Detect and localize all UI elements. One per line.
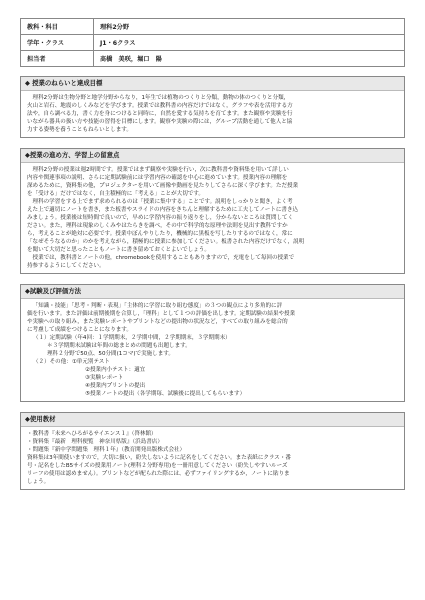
syllabus-page [20,18,405,490]
other-criteria-line: （２）その他：①単元別テスト [33,359,110,365]
method-section [20,148,405,274]
other-criteria-line: ⑤授業ノートの提出（各学期毎、試験後に提出してもらいます） [85,391,246,397]
method-line: みましょう。授業後は短時間で良いので，早めに学習内容の振り返りをし，分からないところは質問してく [27,215,294,221]
method-line: 深めるために，資料集の他，プロジェクターを用いて画像や動画を見たりしてさらに深く学びます。ただ授業 [27,183,299,189]
other-criteria-line: ④授業内プリントの提出 [85,383,146,389]
subject-value: 理科2分野 [94,19,405,35]
method-line: ださい。また，理科は現象のしくみやはたらきを調べ，その中で科学的な原理や法則を見出す教科ですか [27,223,288,229]
grade-row [21,35,405,51]
method-line: ら，考えることが絶対に必要です。授業中ぼんやりしたり，機械的に黒板を写したりするのではなく，常に [27,231,293,237]
method-line: 「なぜそうなるのか」のかを考えながら，積極的に授業に参加してください。板書された内容だけでなく，説明 [27,239,305,245]
goals-heading: ◆ 授業のねらいと達成目標 [21,77,404,91]
material-item: ・問題集『新中学問題集 理科１年』（教育開発出版株式会社） [27,447,186,453]
assessment-heading: ◆試験及び評価方法 [21,285,404,299]
material-item: ・教科書『未来へひろがるサイエンス１』（啓林館） [27,431,157,437]
method-heading: ◆授業の進め方、学習上の留意点 [21,149,404,163]
materials-note-line: 資料集は3年間使いますので，大切に扱い，紛失しないように記名をしてください。また表紙にクラス・番 [27,455,291,461]
goals-line: 法や，自ら調べる力，書く力を身につけると同時に，自然を愛する気持ちを育てます。また観察や実験を行 [27,111,293,117]
method-line: を聞いて大切だと思ったこともノートに書き留めておくとよいでしょう。 [27,247,210,253]
materials-note-line: 号・記名をしたB5サイズの授業用ノート(理科２分野専用)を一冊用意してください（紛失しやすいルーズ [27,463,288,469]
method-line: えた上で適切にノートを書き，また板書やスライドの内容をきちんと理解するために工夫してノートに書き込 [27,207,299,213]
assessment-line: 「知識・技能」「思考・判断・表現」「主体的に学習に取り組む態度」の３つの観点により多角的に評 [32,303,283,309]
materials-section [20,412,405,490]
method-line: 理科の学習をする上でまず求められるのは「授業に集中する」ことです。説明をしっかりと聞き，よく考 [32,199,293,205]
method-line: 内容や関連事項の説明、さらに定期試験前には学習内容の確認を中心に進めています。授業内容の理解を [27,175,288,181]
material-item: ・資料集『最新 理科便覧 神奈川県版』（浜島書店） [27,439,163,445]
materials-heading: ◆使用教材 [21,413,404,427]
goals-body [21,91,404,137]
teacher-label: 担当者 [21,51,94,67]
method-body [21,163,404,273]
goals-line: 理科2分野は生物分野と地学分野からなり，1年生では植物のつくりと分類，動物の体のつくりと分類， [32,95,290,101]
goals-section [20,76,405,138]
method-line: 持参するようにしてください。 [27,263,105,269]
goals-line: 火山と岩石、地震のしくみなどを学びます。授業では教科書の内容だけではなく，グラフや表を活用する方 [27,103,293,109]
goals-line: いながら器具の扱い方や技能の習得を目標にします。観察や実験の際には，グループ活動を通して他人と協 [27,119,293,125]
materials-note-line: リーフの使用は認めません）。プリントなどが配られた際には、必ずファイリングするか，ノートに貼りま [27,471,290,477]
method-line: 理科2分野の授業は週2時間です。授業ではまず観察や実験を行い，次に教科書や資料集を用いて詳しい [32,167,289,173]
subject-row [21,19,405,35]
teacher-row [21,51,405,67]
materials-note-line: しょう。 [27,479,50,485]
assessment-line: や実験への取り組み，また実験レポートやプリントなどの提出物の状況など，すべての取り組みを総合的 [27,319,288,325]
assessment-line: に考慮して成績をつけることになります。 [27,327,132,333]
other-criteria-line: ③実験レポート [85,375,124,381]
exam-note-line: ＊３学期期末試験は年間の総まとめの問題も出題します。 [47,343,191,349]
assessment-line: 価を行います。また評価は前期後期を合算し，「理科」として１つの評価を出します。定期試験の結果や授業 [27,311,296,317]
teacher-value: 髙橋 美咲，堀口 陽 [94,51,405,67]
assessment-body [21,299,404,401]
materials-body [21,427,404,489]
other-criteria-line: ②授業内小テスト：適宜 [85,367,146,373]
assessment-section [20,284,405,402]
exam-schedule-line: （１）定期試験（年4回：１学期期末，２学期中間，２学期期末，３学期期末） [33,335,231,341]
grade-label: 学年・クラス [21,35,94,51]
course-info-table [20,18,405,67]
method-line: 授業では，教科書とノートの他，chromebookを使用することもありますので，充電をして毎回の授業で [32,255,295,261]
method-line: を「受ける」だけではなく，自主積極的に「考える」ことが大切です。 [27,191,204,197]
grade-value: J1・6クラス [94,35,405,51]
exam-duration-line: 理科２分野で50点、50分間(1コマ)で実施します。 [47,351,174,357]
goals-line: 力する姿勢を養うこともねらいとします。 [27,127,132,133]
subject-label: 教科・科目 [21,19,94,35]
